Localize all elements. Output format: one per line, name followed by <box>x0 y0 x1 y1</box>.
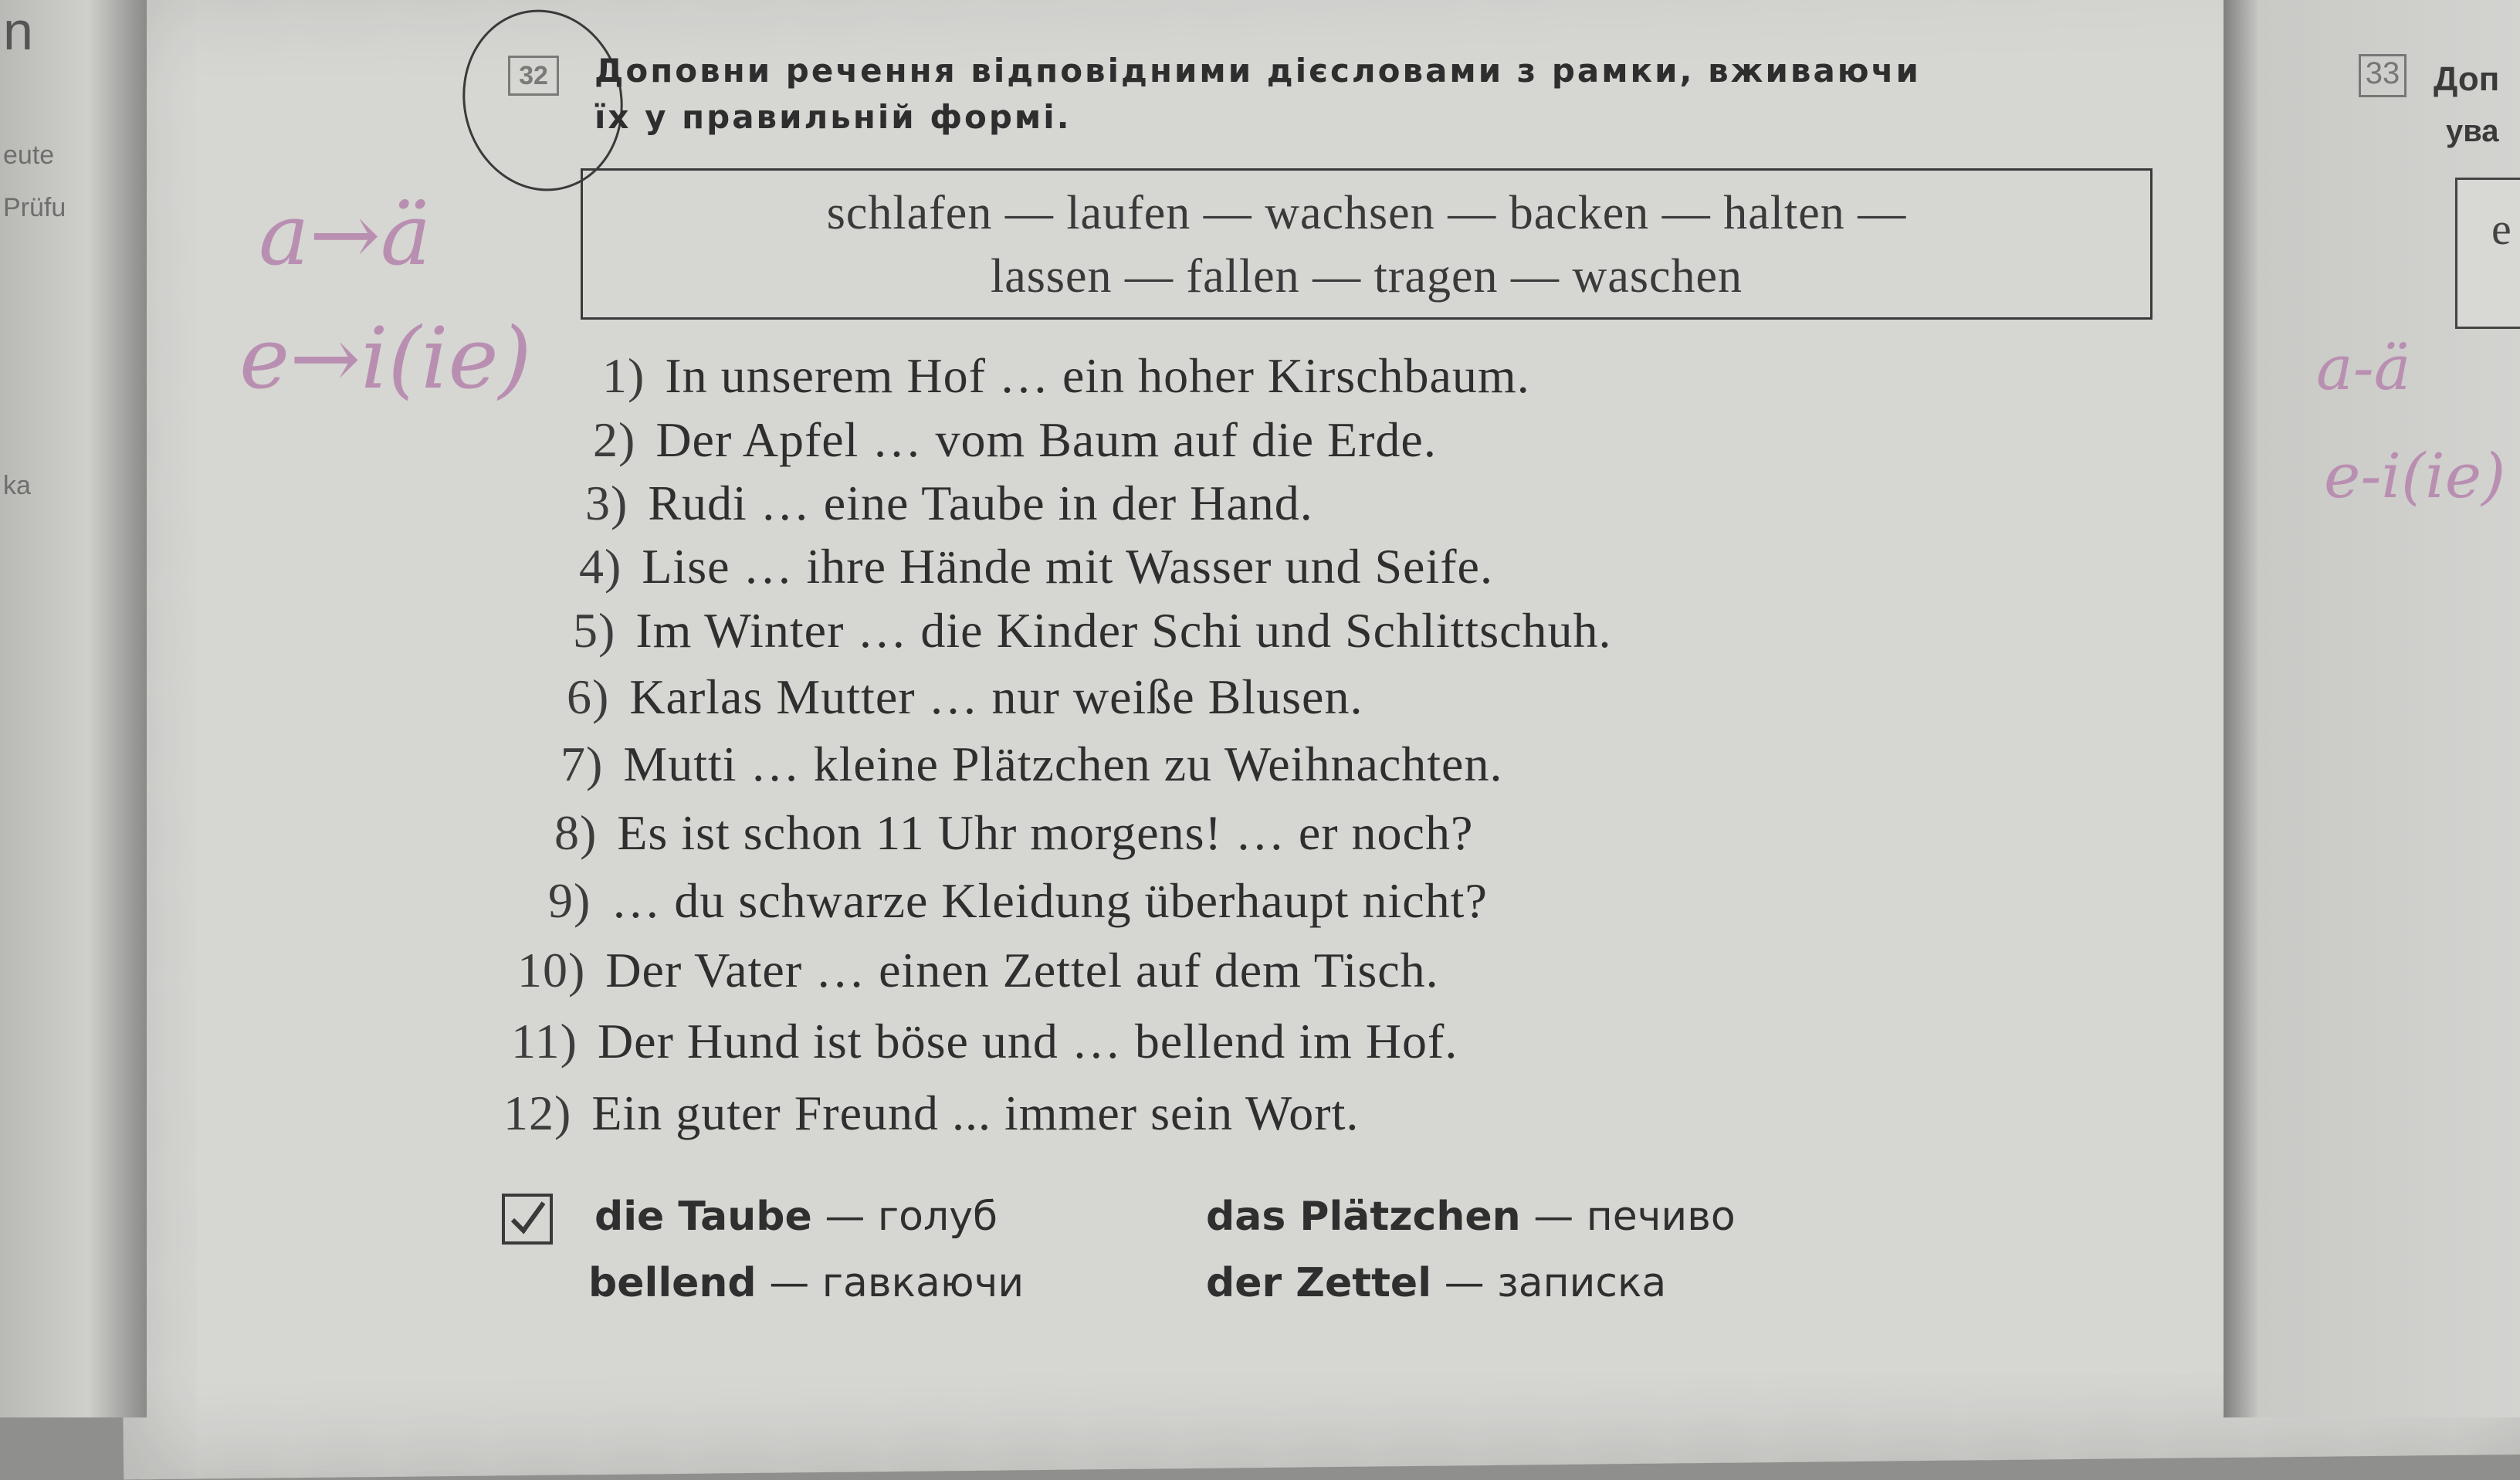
handwritten-rule-right-2: e-i(ie) <box>2324 440 2506 512</box>
vocab-ukrainian: печиво <box>1586 1194 1736 1240</box>
sentence-2 <box>593 411 1437 469</box>
right-box-text: e <box>2491 204 2512 254</box>
sentence-3 <box>585 475 1313 532</box>
exercise-number: 32 <box>508 56 559 96</box>
vocab-dash: — <box>1533 1194 1574 1240</box>
vocab-german: der Zettel <box>1206 1260 1432 1306</box>
sentence-text: In unserem Hof … ein hoher Kirschbaum. <box>665 348 1530 403</box>
vocab-dash: — <box>1444 1260 1485 1306</box>
vocab-entry-3 <box>588 1260 1024 1306</box>
sentence-number: 7) <box>561 737 604 791</box>
sentence-number: 9) <box>548 873 591 928</box>
sentence-text: Mutti … kleine Plätzchen zu Weihnachten. <box>623 737 1503 791</box>
sentence-text: Der Hund ist böse und … bellend im Hof. <box>597 1014 1458 1069</box>
handwritten-rule-1: a→ä <box>259 185 432 284</box>
vocab-dash: — <box>769 1260 810 1306</box>
sentence-number: 4) <box>579 539 622 594</box>
handwritten-rule-right-1: a-ä <box>2316 332 2411 404</box>
sentence-text: Karlas Mutter … nur weiße Blusen. <box>629 669 1363 724</box>
vocab-entry-1 <box>594 1194 998 1240</box>
sentence-1 <box>602 347 1530 405</box>
verb-box <box>581 168 2152 320</box>
sentence-text: … du schwarze Kleidung überhaupt nicht? <box>611 873 1488 928</box>
vocab-german: bellend <box>588 1260 757 1306</box>
sentence-7 <box>561 736 1502 793</box>
check-icon <box>505 1197 550 1241</box>
sentence-text: Rudi … eine Taube in der Hand. <box>648 476 1313 530</box>
sentence-number: 5) <box>573 603 616 658</box>
sentence-number: 1) <box>602 348 645 403</box>
sentence-text: Ein guter Freund ... immer sein Wort. <box>591 1085 1360 1140</box>
sentence-text: Im Winter … die Kinder Schi und Schlittschuh. <box>635 603 1612 658</box>
verb-box-line-1: schlafen — laufen — wachsen — backen — halten — <box>826 187 1907 239</box>
sentence-number: 3) <box>585 476 628 530</box>
exercise-instruction <box>594 48 2139 141</box>
handwritten-rule-2: e→i(ie) <box>239 309 532 408</box>
sentence-text: Der Vater … einen Zettel auf dem Tisch. <box>605 943 1439 997</box>
previous-page-edge <box>0 0 147 1417</box>
vocab-ukrainian: записка <box>1497 1260 1667 1306</box>
sentence-number: 6) <box>567 669 610 724</box>
vocab-german: die Taube <box>594 1194 812 1240</box>
right-fragment-sub: ува <box>2446 114 2499 148</box>
instruction-line-2: їх у правильній формі. <box>594 98 1072 136</box>
vocab-ukrainian: голуб <box>877 1194 998 1240</box>
vocab-dash: — <box>825 1194 865 1240</box>
left-fragment-1: eute <box>3 141 55 170</box>
left-fragment-top: n <box>3 1 33 61</box>
vocab-entry-2 <box>1206 1194 1736 1240</box>
sentence-6 <box>567 669 1363 726</box>
left-fragment-2: Prüfu <box>3 193 66 222</box>
sentence-5 <box>573 602 1612 659</box>
sentence-number: 2) <box>593 412 636 467</box>
sentence-number: 12) <box>503 1085 572 1140</box>
right-verb-box-fragment <box>2455 178 2520 329</box>
verb-box-line-2: lassen — fallen — tragen — waschen <box>990 250 1743 303</box>
sentence-number: 10) <box>517 943 586 997</box>
left-fragment-3: ka <box>3 471 31 500</box>
right-exercise-number: 33 <box>2359 54 2407 97</box>
sentence-12 <box>503 1085 1359 1142</box>
right-fragment-title: Доп <box>2434 60 2500 98</box>
sentence-11 <box>511 1013 1458 1070</box>
sentence-text: Es ist schon 11 Uhr morgens! … er noch? <box>617 805 1474 860</box>
vocab-german: das Plätzchen <box>1206 1194 1521 1240</box>
sentence-text: Lise … ihre Hände mit Wasser und Seife. <box>642 539 1493 594</box>
sentence-text: Der Apfel … vom Baum auf die Erde. <box>655 412 1437 467</box>
checkbox-icon <box>502 1194 553 1245</box>
vocab-entry-4 <box>1206 1260 1666 1306</box>
sentence-number: 8) <box>554 805 598 860</box>
sentence-number: 11) <box>511 1014 578 1069</box>
instruction-line-1: Доповни речення відповідними дієсловами з рамки, вживаючи <box>594 52 1921 90</box>
sentence-10 <box>517 942 1439 999</box>
vocab-ukrainian: гавкаючи <box>821 1260 1025 1306</box>
sentence-4 <box>579 538 1493 595</box>
sentence-9 <box>548 872 1488 930</box>
sentence-8 <box>554 804 1473 862</box>
